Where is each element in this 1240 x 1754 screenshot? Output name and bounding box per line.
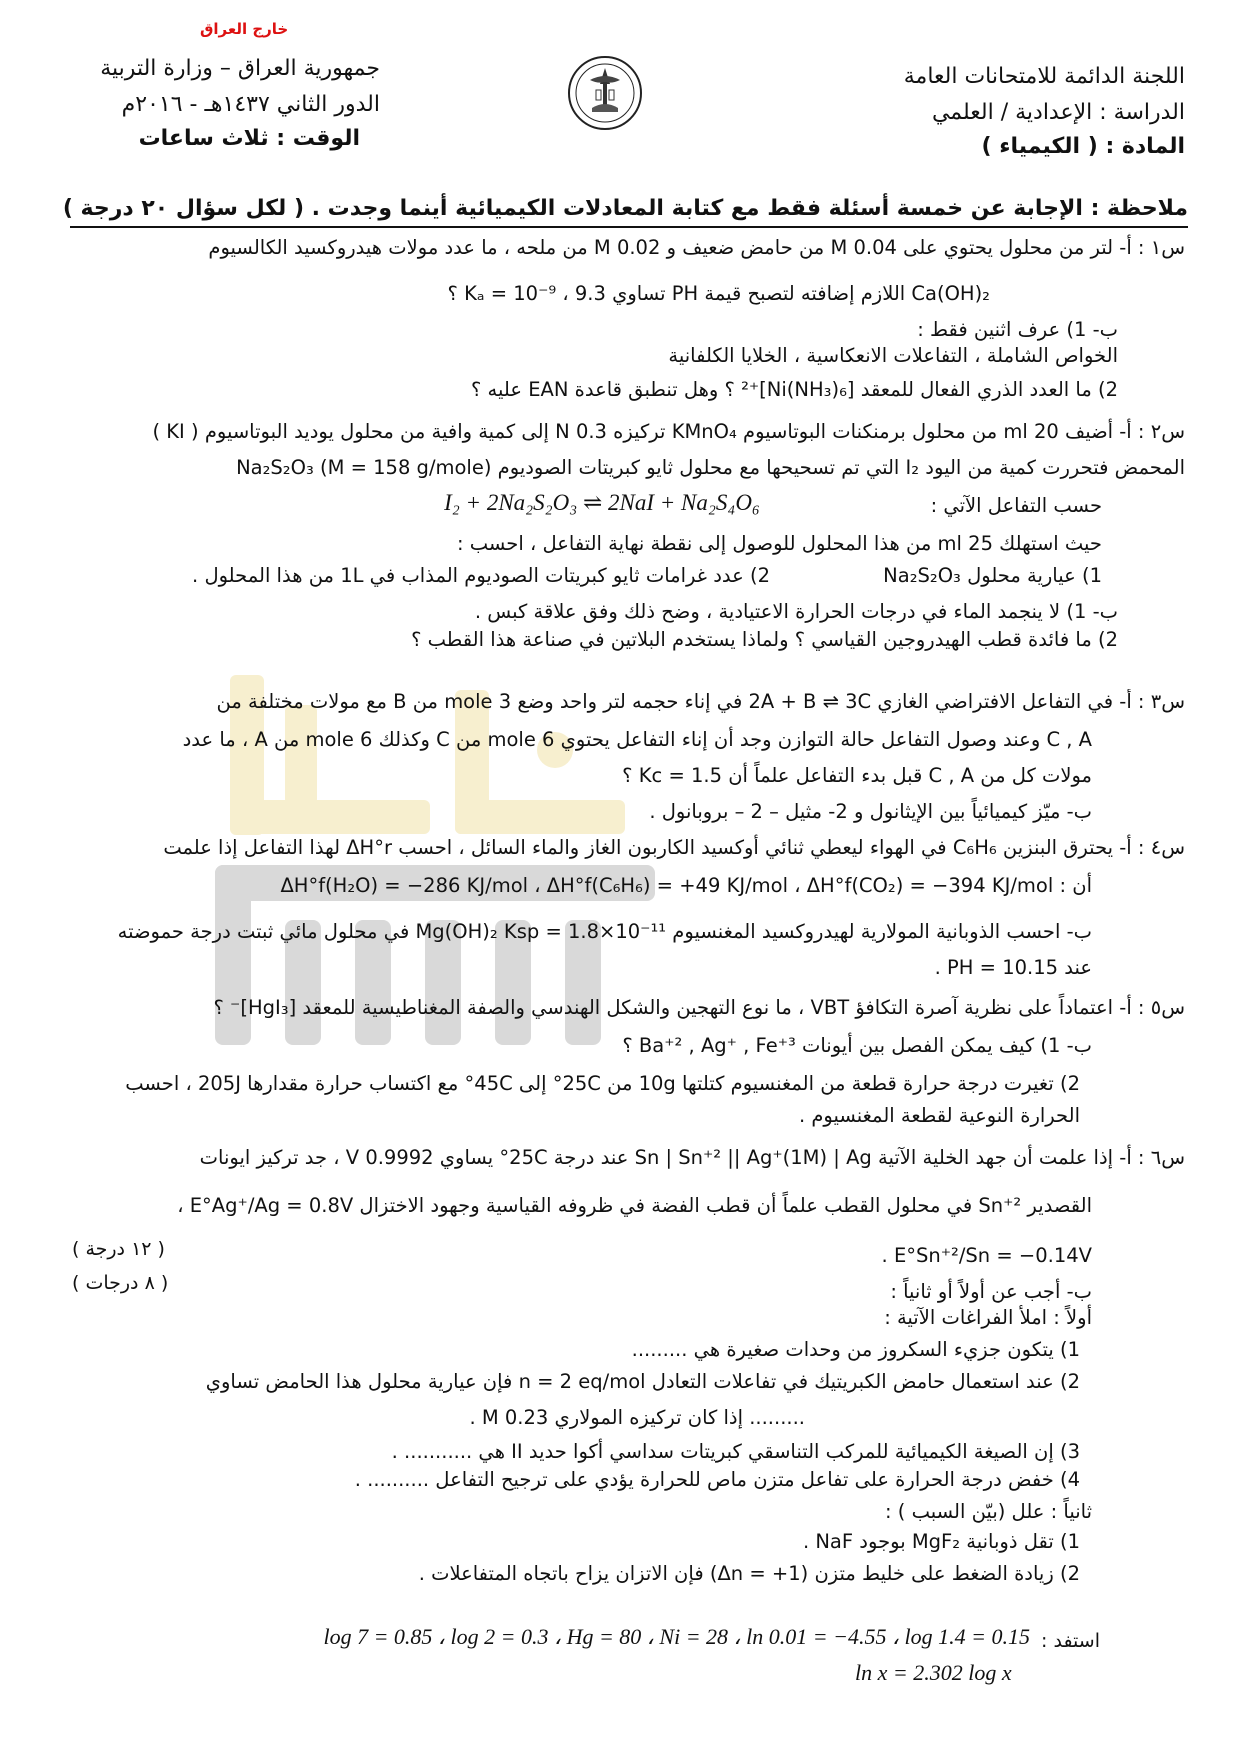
q6-second-heading: ثانياً : علل (بيّن السبب ) : (885, 1500, 1092, 1523)
q1-b-line1: ب- 1) عرف اثنين فقط : (917, 318, 1118, 341)
q6-reason-2: 2) زيادة الضغط على خليط متزن (Δn = +1) فإن الاتزان يزاح باتجاه المتفاعلات . (418, 1562, 1080, 1585)
q2-b-line1: ب- 1) لا ينجمد الماء في درجات الحرارة الاعتيادية ، وضح ذلك وفق علاقة كبس . (474, 600, 1118, 623)
q1-b-line2: 2) ما العدد الذري الفعال للمعقد [Ni(NH₃)₆]⁺² ؟ وهل تنطبق قاعدة EAN عليه ؟ (471, 378, 1118, 401)
q6-reason-1: 1) تقل ذوبانية MgF₂ بوجود NaF . (802, 1530, 1080, 1553)
q5-b-line1: ب- 1) كيف يمكن الفصل بين أيونات Ba⁺² , Ag⁺ , Fe⁺³ ؟ (622, 1034, 1092, 1057)
q2-a-line4: حيث استهلك 25 ml من هذا المحلول للوصول إلى نقطة نهاية التفاعل ، احسب : (457, 532, 1102, 555)
q6-a-line1: س٦ : أ- إذا علمت أن جهد الخلية الآتية Sn | Sn⁺² || Ag⁺(1M) | Ag عند درجة 25C° يساوي 0.9992 V ، جد تركيز ايونات (199, 1146, 1185, 1169)
q4-b-line1: ب- احسب الذوبانية المولارية لهيدروكسيد المغنسيوم Mg(OH)₂ Ksp = 1.8×10⁻¹¹ في محلول مائي ثبتت درجة حموضته (117, 920, 1092, 943)
q6-fill-1: 1) يتكون جزيء السكروز من وحدات صغيرة هي ......... (631, 1338, 1080, 1361)
q2-a-calc1: 1) عيارية محلول Na₂S₂O₃ (883, 564, 1102, 587)
exam-note: ملاحظة : الإجابة عن خمسة أسئلة فقط مع كتابة المعادلات الكيميائية أينما وجدت . ( لكل سؤال ٢٠ درجة ) (62, 196, 1188, 221)
q6-mark-b: ( ٨ درجات ) (72, 1272, 169, 1294)
q2-a-calc2: 2) عدد غرامات ثايو كبريتات الصوديوم المذاب في 1L من هذا المحلول . (192, 564, 770, 587)
q6-a-line2: القصدير Sn⁺² في محلول القطب علماً أن قطب الفضة في ظروفه القياسية وجهود الاختزال E°Ag⁺/Ag = 0.8V ، (177, 1194, 1092, 1217)
q6-fill-4: 4) خفض درجة الحرارة على تفاعل متزن ماص للحرارة يؤدي على ترجيح التفاعل .......... . (354, 1468, 1080, 1491)
q3-b: ب- ميّز كيميائياً بين الإيثانول و 2- مثيل – 2 – بروبانول . (649, 800, 1092, 823)
note-divider (70, 226, 1188, 228)
q1-a-line1: س١ : أ- لتر من محلول يحتوي على 0.04 M من حامض ضعيف و 0.02 M من ملحه ، ما عدد مولات هيدروكسيد الكالسيوم (208, 236, 1185, 259)
constants-line2: ln x = 2.302 log x (855, 1660, 1012, 1685)
q6-first-heading: أولاً : املأ الفراغات الآتية : (884, 1306, 1092, 1329)
q2-b-line2: 2) ما فائدة قطب الهيدروجين القياسي ؟ ولماذا يستخدم البلاتين في صناعة هذا القطب ؟ (411, 628, 1118, 651)
header-right-line3: المادة : ( الكيمياء ) (981, 134, 1185, 159)
q3-a-line2: C , A وعند وصول التفاعل حالة التوازن وجد أن إناء التفاعل يحتوي 6 mole من C وكذلك 6 mole من A ، ما عدد (182, 728, 1092, 751)
header-left-line2: الدور الثاني ١٤٣٧هـ - ٢٠١٦م (121, 92, 380, 117)
constants-label: استفد : (1041, 1630, 1100, 1652)
q2-a-line2: المحمض فتحررت كمية من اليود I₂ التي تم تسحيحها مع محلول ثايو كبريتات الصوديوم Na₂S₂O₃ (M = 158 g/mole) (236, 456, 1185, 479)
q6-mark-a: ( ١٢ درجة ) (72, 1238, 165, 1260)
q2-a-equation: I₂ + 2Na₂S₂O₃ ⇌ 2NaI + Na₂S₄O₆ (444, 490, 760, 515)
q1-a-line2: Ca(OH)₂ اللازم إضافته لتصبح قيمة PH تساوي 9.3 ، Kₐ = 10⁻⁹ ؟ (447, 282, 990, 305)
q4-a-line2: أن : ΔH°f(H₂O) = −286 KJ/mol ، ΔH°f(C₆H₆) = +49 KJ/mol ، ΔH°f(CO₂) = −394 KJ/mol (280, 874, 1092, 897)
outside-iraq-note: خارج العراق (200, 20, 289, 38)
q3-a-line1: س٣ : أ- في التفاعل الافتراضي الغازي 2A + B ⇌ 3C في إناء حجمه لتر واحد وضع 3 mole من B مع مولات مختلفة من (216, 690, 1185, 713)
q3-a-line3: مولات كل من C , A قبل بدء التفاعل علماً أن Kc = 1.5 ؟ (622, 764, 1092, 787)
constants-line1: log 7 = 0.85 ، log 2 = 0.3 ، Hg = 80 ، Ni = 28 ، ln 0.01 = −4.55 ، log 1.4 = 0.15 (323, 1624, 1030, 1649)
q6-fill-3: 3) إن الصيغة الكيميائية للمركب التناسقي كبريتات سداسي أكوا حديد II هي ........... . (391, 1440, 1080, 1463)
q6-a-line3: E°Sn⁺²/Sn = −0.14V . (881, 1244, 1092, 1267)
header-right-line2: الدراسة : الإعدادية / العلمي (931, 100, 1185, 125)
q6-fill-2b: ......... إذا كان تركيزه المولاري 0.23 M . (469, 1406, 805, 1429)
header-left-line3: الوقت : ثلاث ساعات (138, 126, 360, 151)
q2-a-label: حسب التفاعل الآتي : (930, 494, 1102, 517)
q5-a: س٥ : أ- اعتماداً على نظرية آصرة التكافؤ VBT ، ما نوع التهجين والشكل الهندسي والصفة المغناطيسية للمعقد [HgI₃]⁻ ؟ (213, 996, 1185, 1019)
q1-b-items: الخواص الشاملة ، التفاعلات الانعكاسية ، الخلايا الكلفانية (668, 344, 1118, 367)
q5-b-line3: الحرارة النوعية لقطعة المغنسيوم . (798, 1104, 1080, 1127)
q4-a-line1: س٤ : أ- يحترق البنزين C₆H₆ في الهواء ليعطي ثنائي أوكسيد الكاربون الغاز والماء السائل ، احسب ΔH°r لهذا التفاعل إذا علمت (163, 836, 1185, 859)
q4-b-line2: عند PH = 10.15 . (934, 956, 1092, 979)
header-left-line1: جمهورية العراق – وزارة التربية (100, 56, 380, 81)
header-right-line1: اللجنة الدائمة للامتحانات العامة (903, 64, 1185, 89)
q6-b: ب- أجب عن أولاً أو ثانياً : (890, 1280, 1092, 1303)
ministry-seal-icon (566, 54, 644, 132)
q6-fill-2: 2) عند استعمال حامض الكبريتيك في تفاعلات التعادل n = 2 eq/mol فإن عيارية محلول هذا الحامض تساوي (205, 1370, 1080, 1393)
q2-a-line1: س٢ : أ- أضيف 20 ml من محلول برمنكنات البوتاسيوم KMnO₄ تركيزه 0.3 N إلى كمية وافية من محلول يوديد البوتاسيوم ( KI ) (152, 420, 1185, 443)
q5-b-line2: 2) تغيرت درجة حرارة قطعة من المغنسيوم كتلتها 10g من 25C° إلى 45C° مع اكتساب حرارة مقدارها 205J ، احسب (125, 1072, 1080, 1095)
